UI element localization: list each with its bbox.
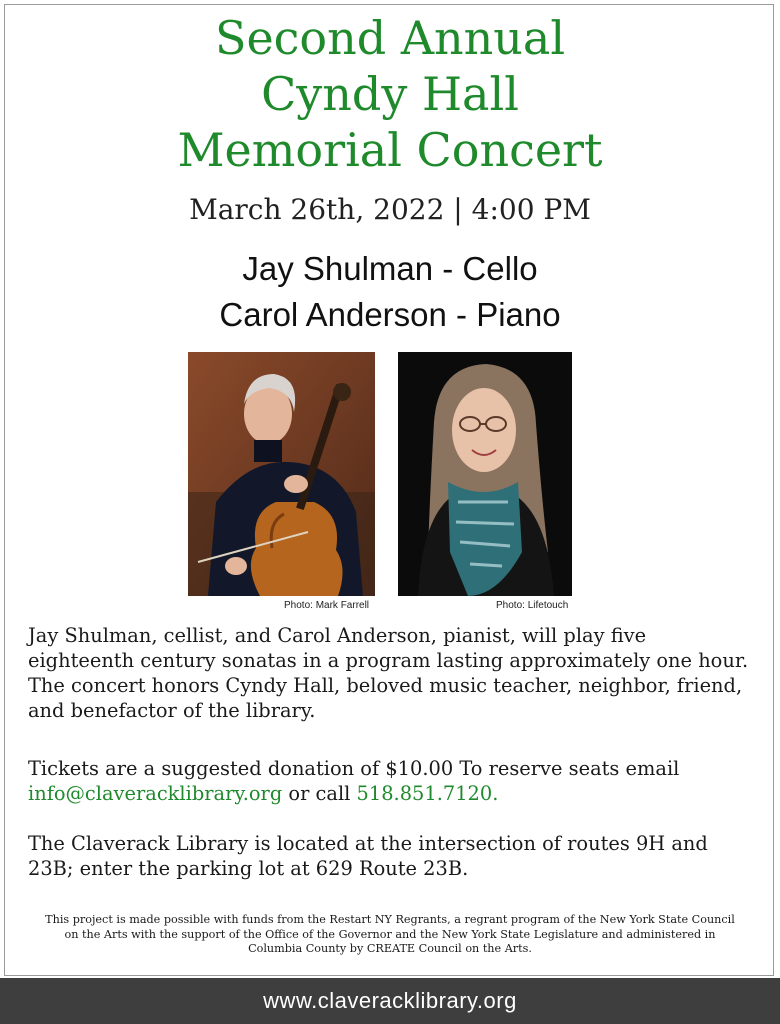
footer-bar	[0, 978, 780, 1024]
cellist-photo	[188, 352, 375, 596]
cellist-photo-credit: Photo: Mark Farrell	[284, 600, 370, 611]
phone-link[interactable]: 518.851.7120.	[356, 782, 499, 805]
ticket-text-middle: or call	[282, 782, 357, 805]
performer-cellist: Jay Shulman - Cello	[242, 250, 538, 287]
ticket-text: Tickets are a suggested donation of $10.00 To reserve seats email	[28, 757, 680, 780]
title-line-1: Second Annual	[214, 11, 566, 65]
ticket-info	[28, 756, 758, 806]
pianist-photo	[398, 352, 572, 596]
pianist-photo-credit: Photo: Lifetouch	[496, 600, 569, 611]
funding-note: This project is made possible with funds from the Restart NY Regrants, a regrant program of the New York State Council on the Arts with the support of the Office of the Governor and the New York State Legislature and administered in Columbia County by CREATE Council on the Arts.	[45, 913, 735, 955]
title-line-2: Cyndy Hall	[261, 67, 519, 121]
email-link[interactable]: info@claveracklibrary.org	[28, 782, 283, 805]
title-line-3: Memorial Concert	[177, 123, 603, 177]
library-location: The Claverack Library is located at the intersection of routes 9H and 23B; enter the parking lot at 629 Route 23B.	[28, 832, 708, 880]
performer-pianist: Carol Anderson - Piano	[219, 296, 561, 333]
footer-website-link[interactable]: www.claveracklibrary.org	[263, 988, 517, 1013]
concert-description: Jay Shulman, cellist, and Carol Anderson, pianist, will play five eighteenth century sonatas in a program lasting approximately one hour. The concert honors Cyndy Hall, beloved music teacher, neighbor, friend, and benefactor of the library.	[28, 624, 749, 722]
event-date-time: March 26th, 2022 | 4:00 PM	[189, 193, 591, 226]
